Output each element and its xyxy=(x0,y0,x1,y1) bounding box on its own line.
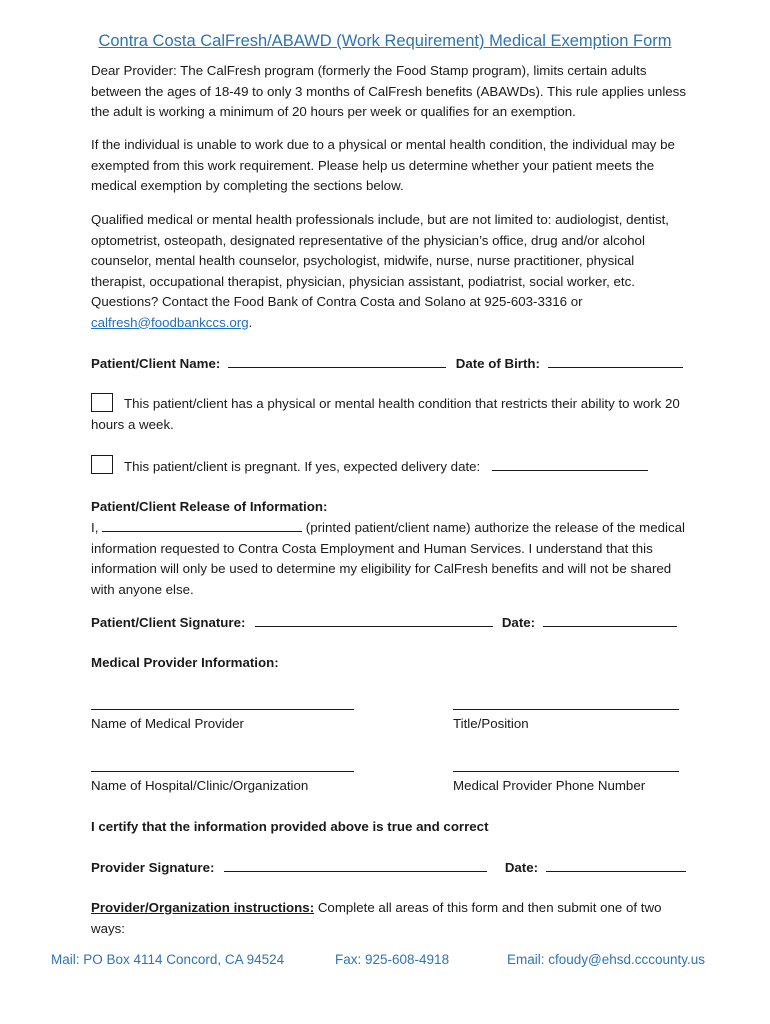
pregnant-checkbox[interactable] xyxy=(91,455,113,474)
provider-signature-date-label: Date: xyxy=(504,860,539,875)
organization-line[interactable] xyxy=(91,771,354,772)
provider-phone-line[interactable] xyxy=(453,771,679,772)
provider-signature-label: Provider Signature: xyxy=(91,860,215,875)
dob-field[interactable] xyxy=(548,353,683,368)
pregnant-statement: This patient/client is pregnant. If yes, expected delivery date: xyxy=(124,459,481,474)
organization-caption: Name of Hospital/Clinic/Organization xyxy=(91,778,309,793)
release-prefix: I, xyxy=(91,520,99,535)
mail-address: Mail: PO Box 4114 Concord, CA 94524 xyxy=(51,952,285,967)
certify-statement: I certify that the information provided above is true and correct xyxy=(91,819,489,834)
dob-label: Date of Birth: xyxy=(455,356,540,371)
patient-signature-date-label: Date: xyxy=(501,615,536,630)
qualified-professionals-text: Qualified medical or mental health professionals include, but are not limited to: audiologist, dentist, optometrist, osteopath, designated representative of the physician’s office, drug and/or alcohol counselor, mental health counselor, psychologist, midwife, nurse, nurse practitioner, physical therapist, occupational therapist, physician, physician assistant, podiatrist, social worker, etc. Questions? Contact the Food Bank of Contra Costa and Solano at 925-603-3316 or xyxy=(91,212,669,309)
patient-name-field[interactable] xyxy=(228,353,446,368)
patient-signature-label: Patient/Client Signature: xyxy=(91,615,246,630)
patient-info-row xyxy=(91,353,683,375)
patient-signature-field[interactable] xyxy=(255,612,493,627)
release-heading: Patient/Client Release of Information: xyxy=(91,499,328,514)
pregnant-row xyxy=(124,456,648,478)
provider-name-line[interactable] xyxy=(91,709,354,710)
provider-title-caption: Title/Position xyxy=(453,716,529,731)
provider-title-line[interactable] xyxy=(453,709,679,710)
provider-name-caption: Name of Medical Provider xyxy=(91,716,244,731)
patient-name-label: Patient/Client Name: xyxy=(91,356,221,371)
form-title: Contra Costa CalFresh/ABAWD (Work Requirement) Medical Exemption Form xyxy=(98,32,672,50)
intro-paragraph-2: If the individual is unable to work due to a physical or mental health condition, the individual may be exempted from this work requirement. Please help us determine whether your patient meets the medical exemption by completing the sections below. xyxy=(91,137,675,193)
printed-name-field[interactable] xyxy=(102,517,302,532)
provider-heading: Medical Provider Information: xyxy=(91,655,279,670)
provider-phone-caption: Medical Provider Phone Number xyxy=(453,778,646,793)
delivery-date-field[interactable] xyxy=(492,456,648,471)
release-text: (printed patient/client name) authorize the release of the medical information requested to Contra Costa Employment and Human Services. I understand that this information will only be used to determine my eligibility for CalFresh benefits and will not be shared with anyone else. xyxy=(91,520,685,597)
release-paragraph xyxy=(91,517,691,600)
instructions-paragraph xyxy=(91,898,671,939)
instructions-text: Complete all areas of this form and then submit one of two ways: xyxy=(91,900,662,936)
provider-signature-row xyxy=(91,857,686,879)
paragraph-end: . xyxy=(248,314,253,330)
provider-signature-date-field[interactable] xyxy=(546,857,686,872)
patient-signature-row xyxy=(91,612,677,634)
fax-number: Fax: 925-608-4918 xyxy=(335,952,450,967)
patient-signature-date-field[interactable] xyxy=(543,612,677,627)
contact-email[interactable]: Email: cfoudy@ehsd.cccounty.us xyxy=(507,952,706,967)
instructions-label: Provider/Organization instructions: xyxy=(91,900,315,915)
condition-statement: This patient/client has a physical or mental health condition that restricts their ability to work 20 hours a week. xyxy=(91,396,680,432)
calfresh-email-link[interactable]: calfresh@foodbankccs.org xyxy=(91,314,249,330)
intro-paragraph-1: Dear Provider: The CalFresh program (formerly the Food Stamp program), limits certain adults between the ages of 18-49 to only 3 months of CalFresh benefits (ABAWDs). This rule applies unless the adult is working a minimum of 20 hours per week or qualifies for an exemption. xyxy=(91,63,686,119)
provider-signature-field[interactable] xyxy=(224,857,487,872)
intro-paragraph-3 xyxy=(91,210,691,333)
